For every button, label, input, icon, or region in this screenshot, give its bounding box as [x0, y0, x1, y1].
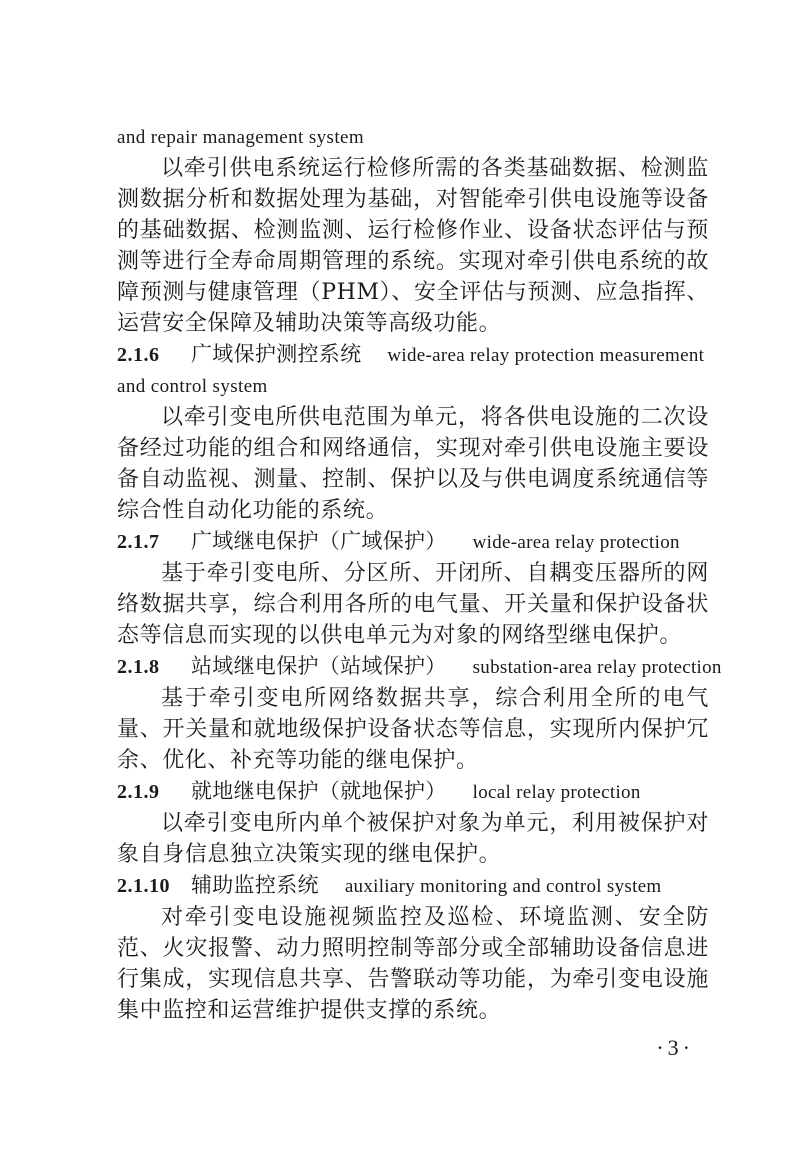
term-number: 2.1.10: [117, 875, 170, 897]
term-definition: 以牵引变电所供电范围为单元，将各供电设施的二次设备经过功能的组合和网络通信，实现对牵引供电设施主要设备自动监视、测量、控制、保护以及与供电调度系统通信等综合性自动化功能的系统。: [117, 405, 709, 523]
page-number: ·3·: [656, 1035, 694, 1060]
term-definition: 以牵引供电系统运行检修所需的各类基础数据、检测监测数据分析和数据处理为基础，对智能牵引供电设施等设备的基础数据、检测监测、运行检修作业、设备状态评估与预测等进行全寿命周期管理的系统。实现对牵引供电系统的故障预测与健康管理（PHM）、安全评估与预测、应急指挥、运营安全保障及辅助决策等高级功能。: [117, 156, 709, 336]
term-heading: [117, 776, 709, 808]
term-heading: [117, 651, 722, 683]
term-english-name: substation-area relay protection: [472, 657, 722, 678]
term-english-name: wide-area relay protection: [472, 532, 680, 553]
term-chinese-name: 广域保护测控系统: [191, 342, 362, 366]
term-definition: 对牵引变电设施视频监控及巡检、环境监测、安全防范、火灾报警、动力照明控制等部分或全部辅助设备信息进行集成，实现信息共享、告警联动等功能，为牵引变电设施集中监控和运营维护提供支撑的系统。: [117, 905, 709, 1023]
term-heading: [117, 339, 709, 371]
term-english-continuation: and control system: [117, 376, 268, 397]
term-english-name: auxiliary monitoring and control system: [344, 876, 662, 897]
term-chinese-name: 站域继电保护（站域保护）: [191, 654, 447, 678]
term-english-name: local relay protection: [472, 782, 641, 803]
term-chinese-name: 广域继电保护（广域保护）: [191, 529, 447, 553]
term-english-continuation: and repair management system: [117, 127, 365, 148]
term-english-name: wide-area relay protection measurement: [387, 345, 705, 366]
term-chinese-name: 就地继电保护（就地保护）: [191, 779, 447, 803]
document-page: [117, 122, 722, 1026]
term-chinese-name: 辅助监控系统: [191, 873, 319, 897]
term-number: 2.1.8: [117, 656, 160, 678]
term-number: 2.1.6: [117, 344, 160, 366]
term-definition: 以牵引变电所内单个被保护对象为单元，利用被保护对象自身信息独立决策实现的继电保护。: [117, 811, 709, 867]
term-definition: 基于牵引变电所、分区所、开闭所、自耦变压器所的网络数据共享，综合利用各所的电气量、开关量和保护设备状态等信息而实现的以供电单元为对象的网络型继电保护。: [117, 561, 709, 648]
term-heading: [117, 870, 709, 902]
term-number: 2.1.7: [117, 531, 160, 553]
term-number: 2.1.9: [117, 781, 160, 803]
term-heading: [117, 526, 709, 558]
term-definition: 基于牵引变电所网络数据共享，综合利用全所的电气量、开关量和就地级保护设备状态等信息，实现所内保护冗余、优化、补充等功能的继电保护。: [117, 686, 709, 773]
